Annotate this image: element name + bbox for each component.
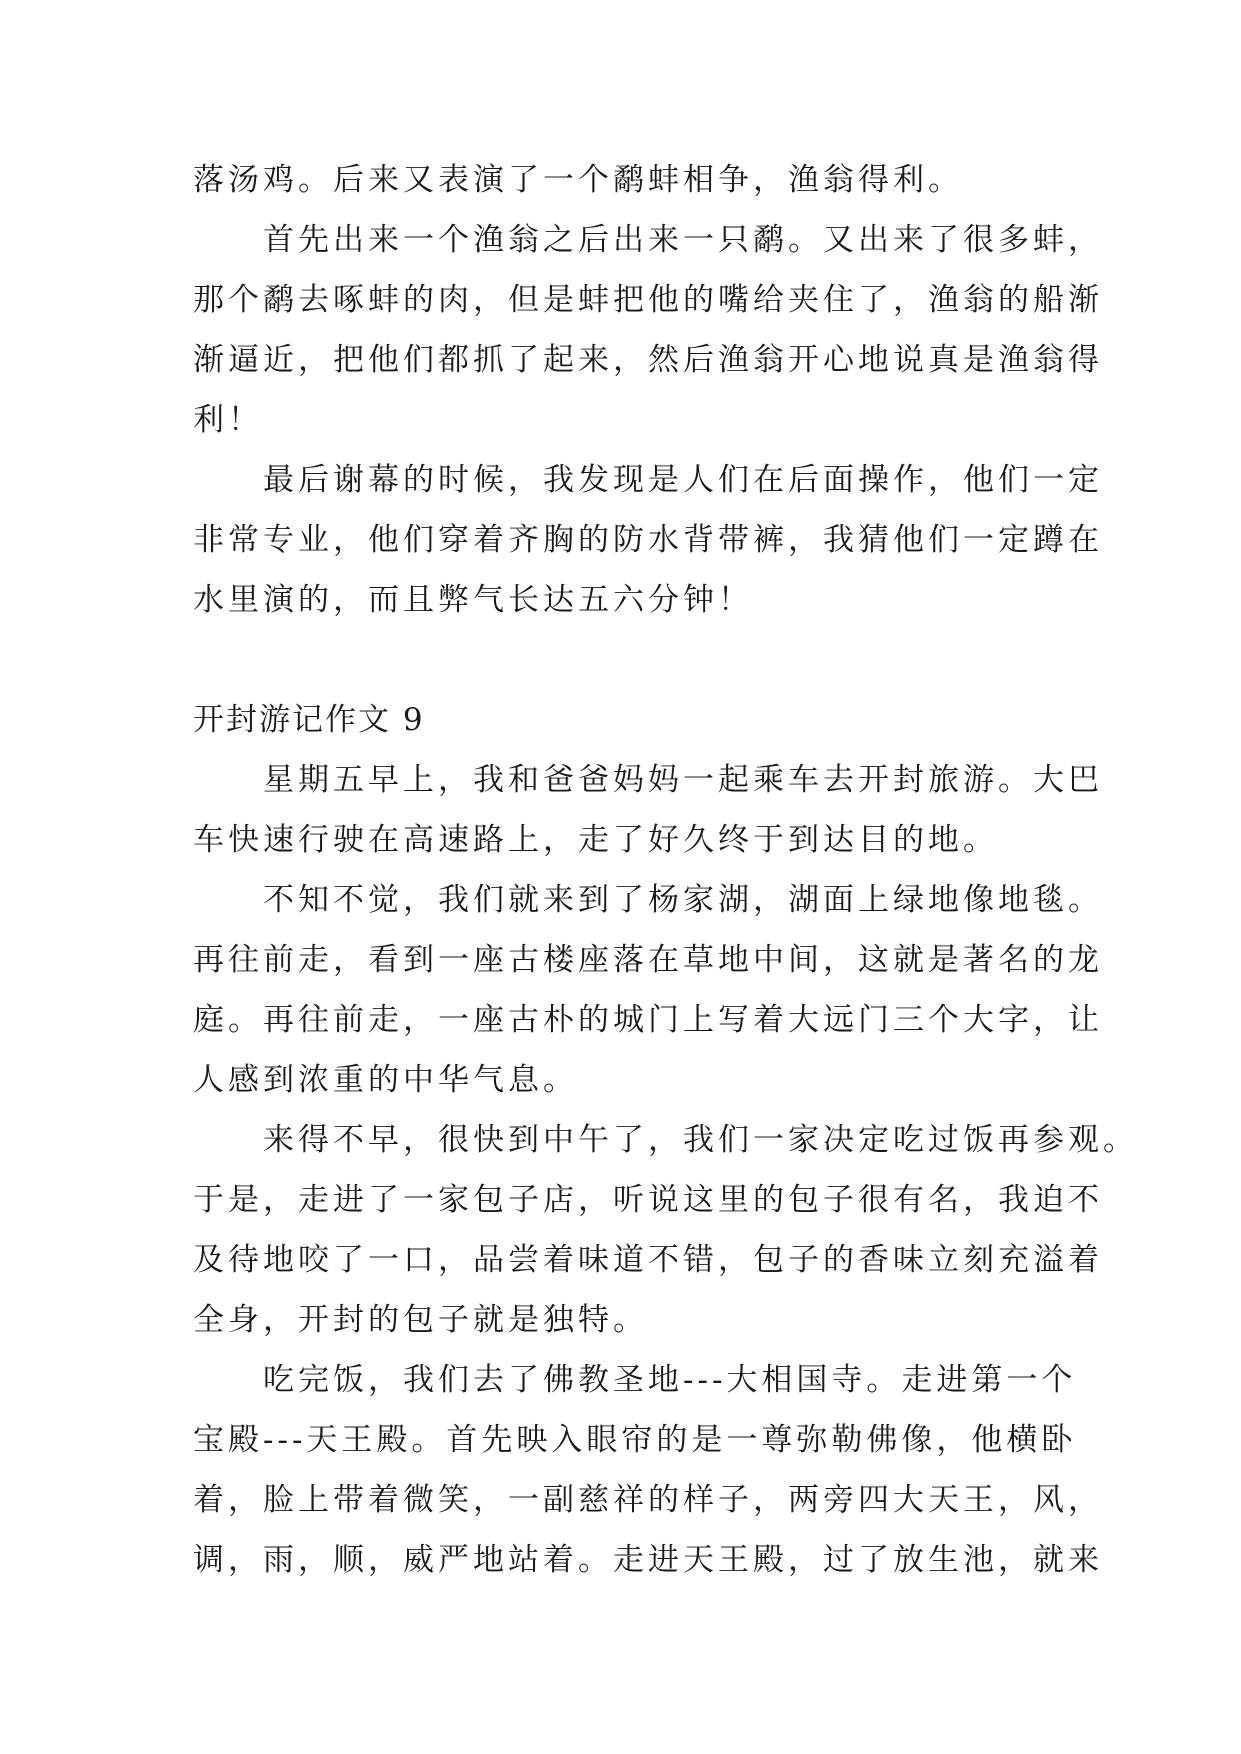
paragraph-curtain-call <box>193 450 1103 630</box>
text-line: 来得不早，很快到中午了，我们一家决定吃过饭再参观。 <box>263 1122 1138 1158</box>
text-line: 利！ <box>193 402 263 438</box>
text-line: 宝殿---天王殿。首先映入眼帘的是一尊弥勒佛像，他横卧 <box>193 1422 1077 1458</box>
document-body <box>193 150 1138 1590</box>
essay-title <box>193 690 1063 750</box>
text-line: 非常专业，他们穿着齐胸的防水背带裤，我猜他们一定蹲在 <box>193 522 1103 558</box>
paragraph-fisherman <box>193 210 1103 450</box>
title-text: 开封游记作文 9 <box>193 702 425 738</box>
text-line: 人感到浓重的中华气息。 <box>193 1062 578 1098</box>
paragraph-lunch <box>193 1110 1138 1350</box>
text-line: 着，脸上带着微笑，一副慈祥的样子，两旁四大天王，风， <box>193 1482 1103 1518</box>
text-line: 不知不觉，我们就来到了杨家湖，湖面上绿地像地毯。 <box>263 882 1103 918</box>
paragraph-yangjia-lake <box>193 870 1103 1110</box>
text-line: 再往前走，看到一座古楼座落在草地中间，这就是著名的龙 <box>193 942 1103 978</box>
text-line: 车快速行驶在高速路上，走了好久终于到达目的地。 <box>193 822 998 858</box>
text-line: 庭。再往前走，一座古朴的城门上写着大远门三个大字，让 <box>193 1002 1103 1038</box>
text-line: 星期五早上，我和爸爸妈妈一起乘车去开封旅游。大巴 <box>263 762 1103 798</box>
text-line: 那个鹬去啄蚌的肉，但是蚌把他的嘴给夹住了，渔翁的船渐 <box>193 282 1103 318</box>
paragraph-temple <box>193 1350 1103 1590</box>
text-line: 于是，走进了一家包子店，听说这里的包子很有名，我迫不 <box>193 1182 1103 1218</box>
text-line: 及待地咬了一口，品尝着味道不错，包子的香味立刻充溢着 <box>193 1242 1103 1278</box>
paragraph-friday <box>193 750 1103 870</box>
text-line: 全身，开封的包子就是独特。 <box>193 1302 648 1338</box>
text-line: 吃完饭，我们去了佛教圣地---大相国寺。走进第一个 <box>263 1362 1077 1398</box>
text-line: 渐逼近，把他们都抓了起来，然后渔翁开心地说真是渔翁得 <box>193 342 1103 378</box>
paragraph-continuation <box>193 150 1063 210</box>
text-line: 最后谢幕的时候，我发现是人们在后面操作，他们一定 <box>263 462 1103 498</box>
text-line: 落汤鸡。后来又表演了一个鹬蚌相争，渔翁得利。 <box>193 162 963 198</box>
text-line: 水里演的，而且弊气长达五六分钟！ <box>193 582 753 618</box>
text-line: 首先出来一个渔翁之后出来一只鹬。又出来了很多蚌， <box>263 222 1103 258</box>
text-line: 调，雨，顺，威严地站着。走进天王殿，过了放生池，就来 <box>193 1542 1103 1578</box>
